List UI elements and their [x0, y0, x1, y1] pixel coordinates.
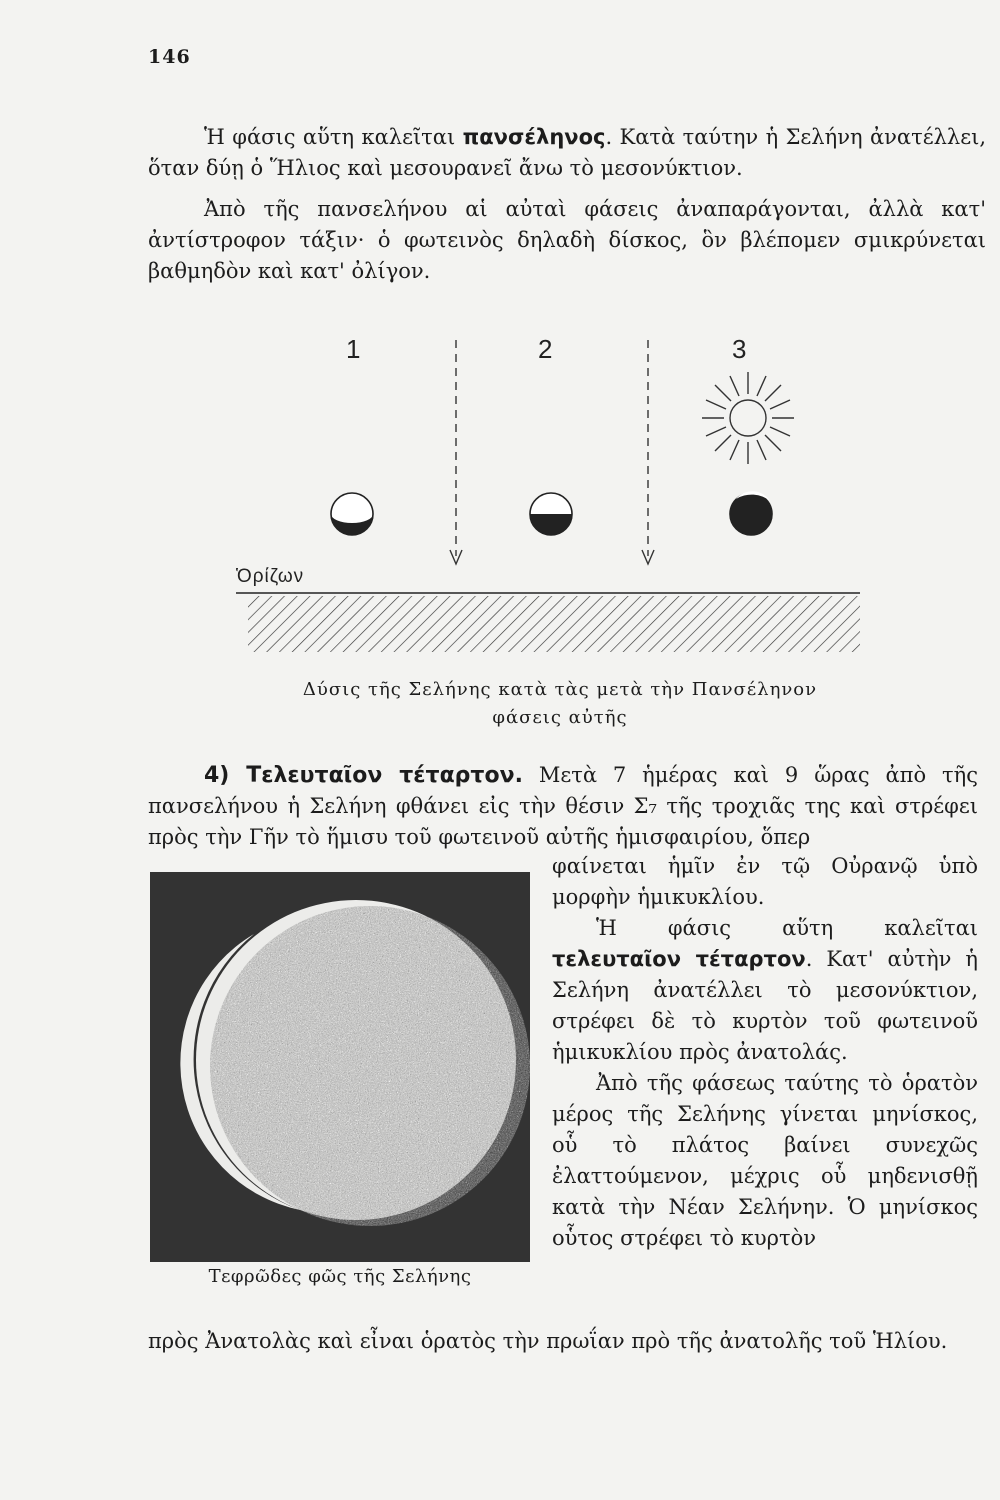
paragraph-full-moon: [148, 122, 986, 184]
diagram-caption-line-2: φάσεις αὐτῆς: [492, 707, 628, 728]
moon-phase-3-icon: [730, 491, 772, 535]
term-last-quarter: τελευταῖον τέταρτον: [552, 947, 806, 971]
paragraph-last-quarter: [148, 760, 978, 853]
figure-caption: Τεφρῶδες φῶς τῆς Σελήνης: [208, 1266, 472, 1287]
moon-phase-1-icon: [331, 493, 373, 535]
diagram-caption-line-1: Δύσις τῆς Σελήνης κατὰ τὰς μετὰ τὴν Πανσέληνον: [302, 679, 818, 700]
side-column-text: [552, 851, 978, 1254]
moon-phase-2-icon: [530, 493, 572, 535]
earthshine-image: [150, 872, 530, 1262]
horizon-ground: [248, 596, 860, 652]
term-full-moon: πανσέληνος: [462, 125, 606, 149]
position-label-1: 1: [346, 334, 361, 364]
section-heading: 4) Τελευταῖον τέταρτον.: [204, 763, 523, 788]
side-para-2-start: Ἡ φάσις αὕτη καλεῖται: [596, 916, 978, 940]
side-para-1: φαίνεται ἡμῖν ἐν τῷ Οὐρανῷ ὑπὸ μορφὴν ἡμικυκλίου.: [552, 854, 978, 909]
position-label-3: 3: [732, 334, 747, 364]
side-para-2-end: . Κατ' αὐτὴν ἡ Σελήνη ἀνατέλλει τὸ μεσονύκτιον, στρέφει δὲ τὸ κυρτὸν τοῦ φωτεινοῦ ἡμικυκλίου πρὸς ἀνατολάς.: [552, 947, 978, 1064]
position-label-2: 2: [538, 334, 553, 364]
earthshine-moon-illustration: [150, 872, 530, 1262]
side-para-2: [552, 913, 978, 1068]
horizon-label: Ὁρίζων: [236, 566, 305, 587]
side-para-3: Ἀπὸ τῆς φάσεως ταύτης τὸ ὁρατὸν μέρος τῆς Σελήνης γίνεται μηνίσκος, οὗ τὸ πλάτος βαίνει συνεχῶς ἐλαττούμενον, μέχρις οὗ μηδενισθῇ κατὰ τὴν Νέαν Σελήνην. Ὁ μηνίσκος οὗτος στρέφει τὸ κυρτὸν: [552, 1071, 978, 1250]
section-intro: Μετὰ 7 ἡμέρας καὶ 9 ὥρας ἀπὸ τῆς πανσελήνου ἡ Σελήνη φθάνει εἰς τὴν θέσιν Σ₇ τῆς τροχιᾶς της καὶ στρέφει πρὸς τὴν Γῆν τὸ ἥμισυ τοῦ φωτεινοῦ αὐτῆς ἡμισφαιρίου, ὅπερ: [148, 763, 978, 849]
para1-end: . Κατὰ ταύτην ἡ Σελήνη ἀνατέλλει, ὅταν δύῃ ὁ Ἥλιος καὶ μεσουρανεῖ ἄνω τὸ μεσονύκτιον.: [148, 125, 986, 180]
bottom-paragraph: πρὸς Ἀνατολὰς καὶ εἶναι ὁρατὸς τὴν πρωΐαν πρὸ τῆς ἀνατολῆς τοῦ Ἡλίου.: [148, 1329, 948, 1353]
paragraph-reverse-phases: Ἀπὸ τῆς πανσελήνου αἱ αὐταὶ φάσεις ἀναπαράγονται, ἀλλὰ κατ' ἀντίστροφον τάξιν· ὁ φωτεινὸς δηλαδὴ δίσκος, ὃν βλέπομεν σμικρύνεται βαθμηδὸν καὶ κατ' ὀλίγον.: [148, 197, 986, 283]
para1-start: Ἡ φάσις αὕτη καλεῖται: [204, 125, 463, 149]
moonset-diagram: [0, 320, 1000, 680]
sun-icon: [702, 372, 794, 464]
page-number: 146: [148, 46, 191, 68]
